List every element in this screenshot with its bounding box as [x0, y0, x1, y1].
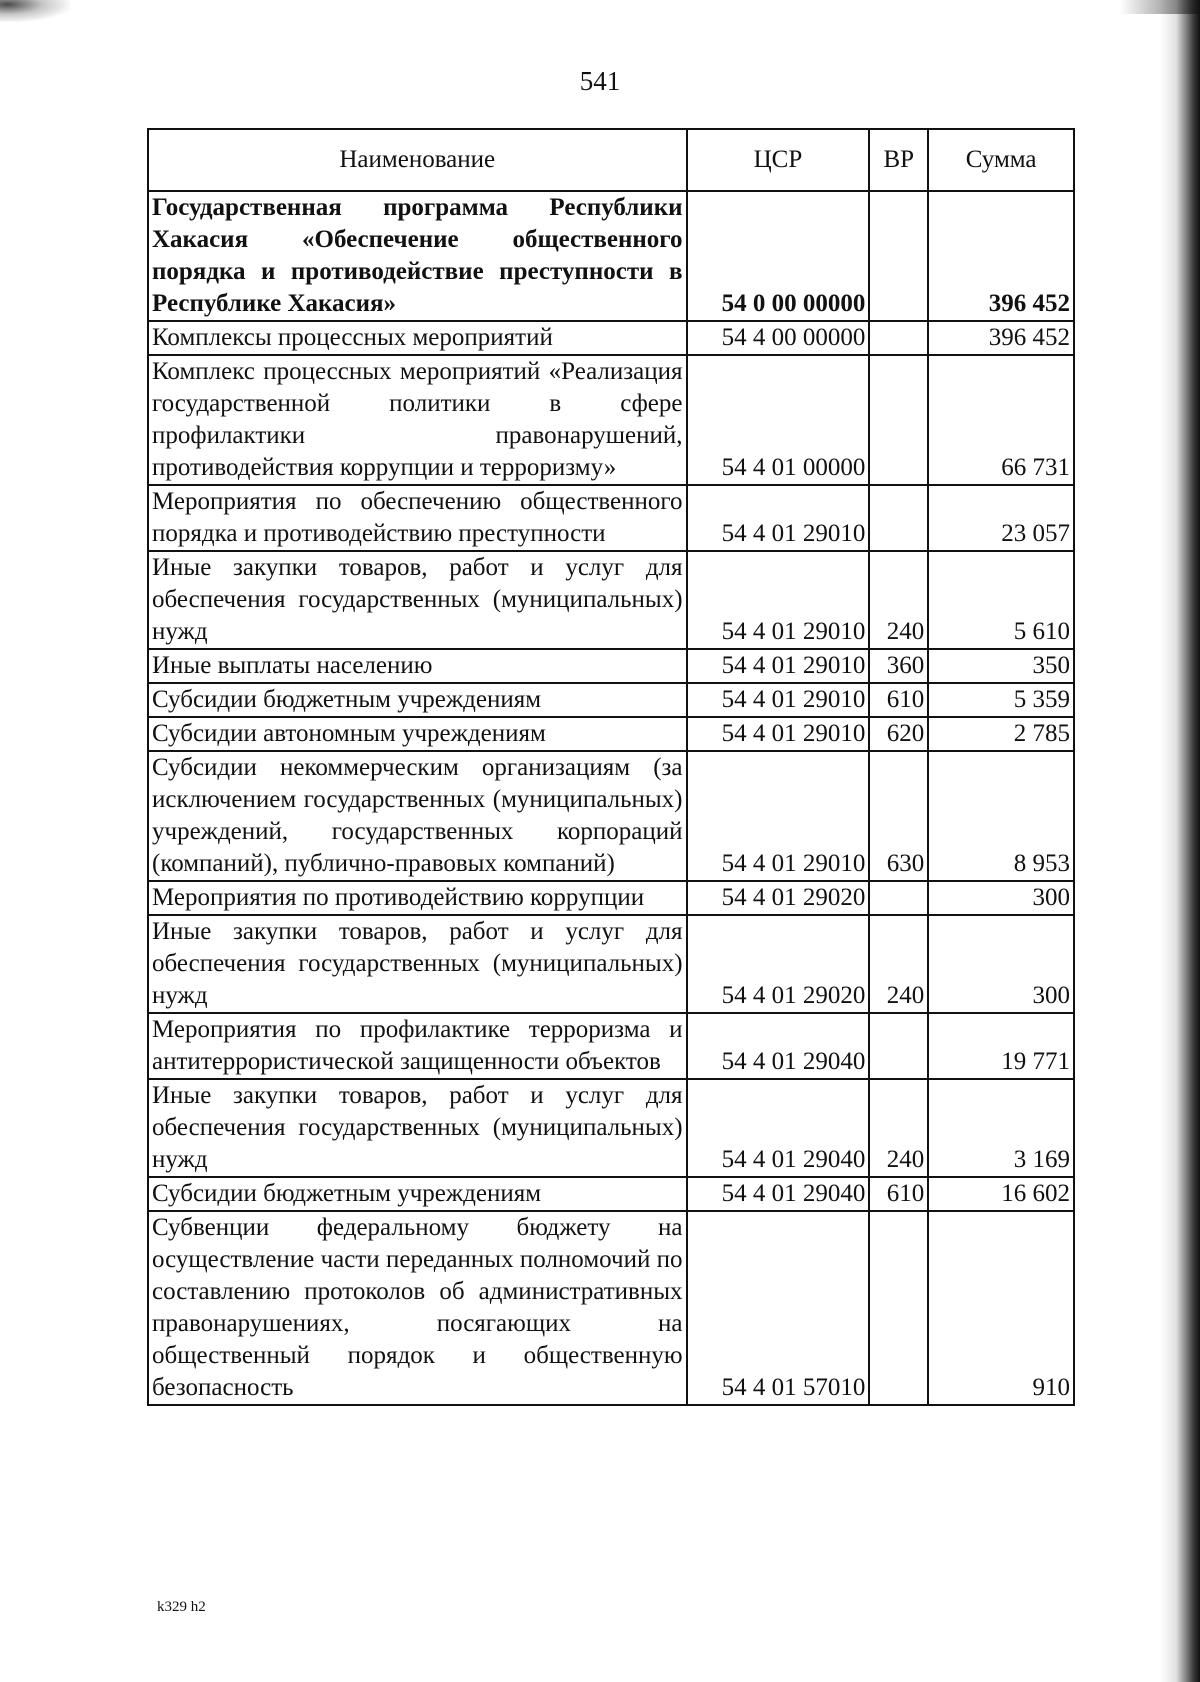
table-row [148, 649, 1074, 683]
cell-csr: 54 4 01 29040 [687, 1013, 870, 1079]
table-row [148, 717, 1074, 751]
cell-vr: 610 [869, 683, 928, 717]
cell-csr: 54 4 01 29010 [687, 717, 870, 751]
table-row [148, 551, 1074, 649]
cell-csr: 54 4 01 29020 [687, 915, 870, 1013]
cell-csr: 54 4 01 29010 [687, 551, 870, 649]
scan-shadow-top-left [0, 0, 70, 22]
document-code: k329 h2 [157, 1599, 206, 1615]
cell-vr [869, 881, 928, 915]
cell-vr: 240 [869, 551, 928, 649]
cell-name: Иные выплаты населению [148, 649, 687, 683]
cell-sum: 8 953 [928, 751, 1074, 881]
budget-table [147, 128, 1075, 1406]
cell-name: Иные закупки товаров, работ и услуг для обеспечения государственных (муниципальных) нужд [148, 551, 687, 649]
header-csr: ЦСР [687, 129, 870, 191]
cell-name: Иные закупки товаров, работ и услуг для обеспечения государственных (муниципальных) нужд [148, 915, 687, 1013]
cell-csr: 54 4 01 29010 [687, 751, 870, 881]
table-row [148, 683, 1074, 717]
table-row [148, 191, 1074, 321]
cell-vr: 620 [869, 717, 928, 751]
cell-sum: 5 610 [928, 551, 1074, 649]
cell-vr [869, 191, 928, 321]
page-number: 541 [579, 66, 621, 96]
cell-vr [869, 1211, 928, 1405]
cell-name: Мероприятия по противодействию коррупции [148, 881, 687, 915]
cell-vr [869, 355, 928, 485]
cell-sum: 300 [928, 915, 1074, 1013]
cell-name: Мероприятия по обеспечению общественного порядка и противодействию преступности [148, 485, 687, 551]
header-sum: Сумма [928, 129, 1074, 191]
header-name: Наименование [148, 129, 687, 191]
cell-vr: 630 [869, 751, 928, 881]
cell-sum: 5 359 [928, 683, 1074, 717]
table-header-row [148, 129, 1074, 191]
cell-csr: 54 4 01 29010 [687, 683, 870, 717]
cell-name: Иные закупки товаров, работ и услуг для обеспечения государственных (муниципальных) нужд [148, 1079, 687, 1177]
table-row [148, 881, 1074, 915]
cell-csr: 54 4 01 29020 [687, 881, 870, 915]
cell-sum: 23 057 [928, 485, 1074, 551]
cell-csr: 54 4 01 29040 [687, 1079, 870, 1177]
cell-sum: 300 [928, 881, 1074, 915]
cell-name: Государственная программа Республики Хакасия «Обеспечение общественного порядка и противодействие преступности в Республике Хакасия» [148, 191, 687, 321]
cell-vr: 240 [869, 1079, 928, 1177]
cell-csr: 54 4 00 00000 [687, 321, 870, 355]
cell-sum: 66 731 [928, 355, 1074, 485]
cell-csr: 54 4 01 00000 [687, 355, 870, 485]
cell-sum: 396 452 [928, 321, 1074, 355]
cell-vr: 240 [869, 915, 928, 1013]
cell-csr: 54 4 01 29010 [687, 485, 870, 551]
cell-name: Субсидии бюджетным учреждениям [148, 683, 687, 717]
cell-sum: 350 [928, 649, 1074, 683]
table-row [148, 485, 1074, 551]
cell-csr: 54 4 01 29010 [687, 649, 870, 683]
cell-csr: 54 4 01 29040 [687, 1177, 870, 1211]
cell-name: Мероприятия по профилактике терроризма и антитеррористической защищенности объектов [148, 1013, 687, 1079]
cell-csr: 54 4 01 57010 [687, 1211, 870, 1405]
cell-vr [869, 1013, 928, 1079]
cell-name: Субвенции федеральному бюджету на осуществление части переданных полномочий по составлению протоколов об административных правонарушениях, посягающих на общественный порядок и общественную безопасность [148, 1211, 687, 1405]
cell-name: Субсидии некоммерческим организациям (за исключением государственных (муниципальных) учреждений, государственных корпораций (компаний), публично-правовых компаний) [148, 751, 687, 881]
scan-shadow-right-edge [1160, 0, 1200, 1682]
cell-sum: 396 452 [928, 191, 1074, 321]
table-row [148, 1013, 1074, 1079]
table-row [148, 751, 1074, 881]
cell-sum: 3 169 [928, 1079, 1074, 1177]
cell-sum: 16 602 [928, 1177, 1074, 1211]
cell-name: Комплексы процессных мероприятий [148, 321, 687, 355]
table-body [148, 191, 1074, 1405]
table-row [148, 1211, 1074, 1405]
cell-sum: 910 [928, 1211, 1074, 1405]
cell-vr: 360 [869, 649, 928, 683]
cell-name: Комплекс процессных мероприятий «Реализация государственной политики в сфере профилактики правонарушений, противодействия коррупции и терроризму» [148, 355, 687, 485]
table-row [148, 1079, 1074, 1177]
cell-name: Субсидии бюджетным учреждениям [148, 1177, 687, 1211]
cell-sum: 2 785 [928, 717, 1074, 751]
table-row [148, 355, 1074, 485]
cell-vr: 610 [869, 1177, 928, 1211]
header-vr: ВР [869, 129, 928, 191]
cell-csr: 54 0 00 00000 [687, 191, 870, 321]
cell-sum: 19 771 [928, 1013, 1074, 1079]
cell-name: Субсидии автономным учреждениям [148, 717, 687, 751]
table-row [148, 1177, 1074, 1211]
table-row [148, 321, 1074, 355]
table-row [148, 915, 1074, 1013]
cell-vr [869, 321, 928, 355]
cell-vr [869, 485, 928, 551]
